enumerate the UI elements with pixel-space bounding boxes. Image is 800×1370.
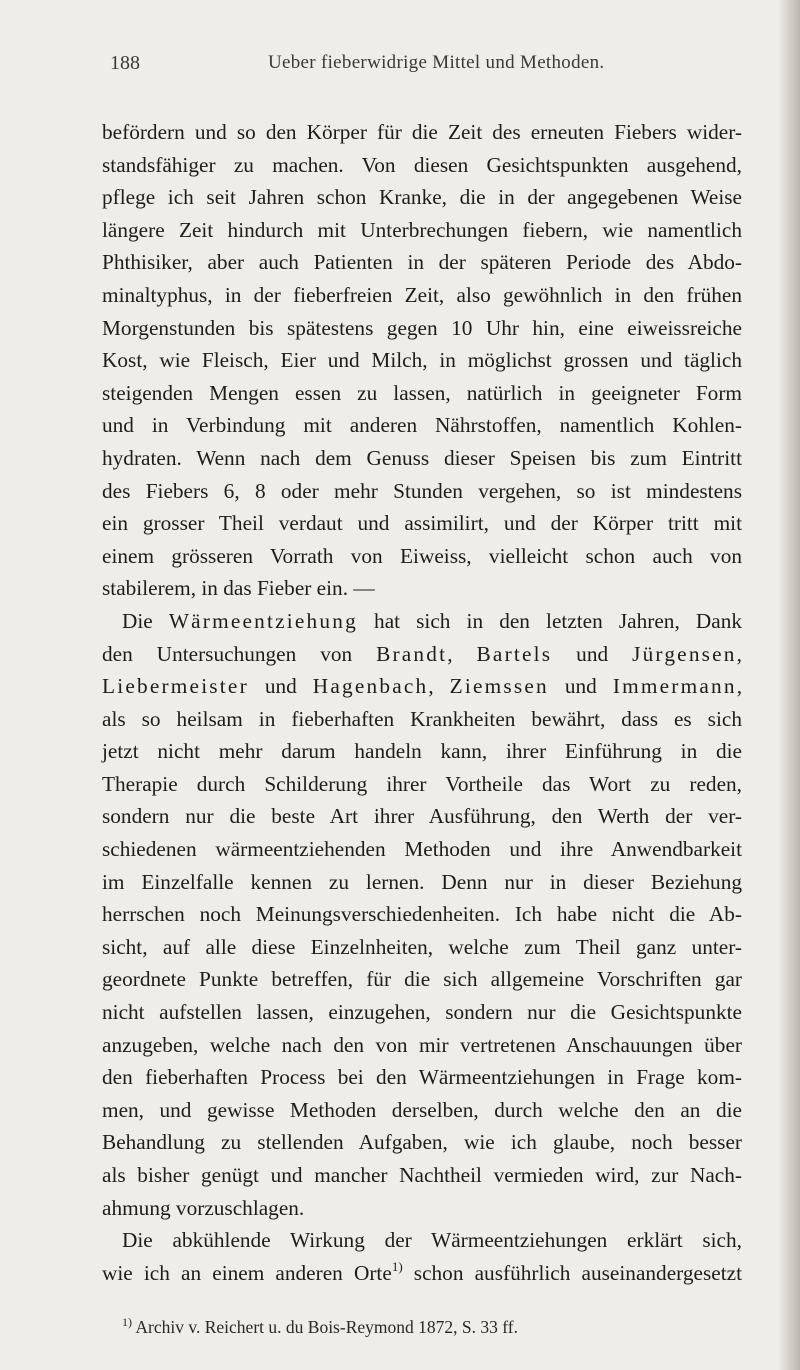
footnote-mark: 1)	[122, 1315, 132, 1330]
text-run: und	[548, 674, 613, 699]
running-header	[102, 52, 742, 86]
text-line: jetzt nicht mehr darum handeln kann, ihrer Einführung in die	[102, 739, 742, 764]
page-edge-shadow	[778, 0, 800, 1370]
text-line: ein grosser Theil verdaut und assimilirt, und der Körper tritt mit	[102, 511, 742, 536]
author-name: Liebermeister	[102, 674, 249, 699]
text-line: anzugeben, welche nach den von mir vertretenen Anschauungen über	[102, 1032, 742, 1057]
text-line	[102, 605, 742, 638]
author-name: Brandt	[376, 641, 448, 666]
running-title: Ueber fieberwidrige Mittel und Methoden.	[268, 52, 605, 73]
text-run: ,	[736, 641, 742, 666]
paragraph-1	[102, 116, 742, 605]
paragraph-2	[102, 605, 742, 1224]
text-line	[102, 670, 742, 703]
text-line	[102, 638, 742, 671]
footnote	[102, 1315, 742, 1338]
author-name: Immermann	[612, 674, 737, 699]
book-page	[102, 52, 742, 1338]
text-run: wie ich an einem anderen Orte	[102, 1260, 392, 1285]
text-run: schon ausführlich auseinandergesetzt	[402, 1260, 742, 1285]
text-line: längere Zeit hindurch mit Unterbrechungen fiebern, wie namentlich	[102, 217, 742, 242]
text-line: als so heilsam in fieberhaften Krankheiten bewährt, dass es sich	[102, 706, 742, 731]
spaced-term: Wärmeentziehung	[168, 608, 358, 633]
text-line: nicht aufstellen lassen, einzugehen, sondern nur die Gesichtspunkte	[102, 1000, 742, 1025]
text-line: Die abkühlende Wirkung der Wärmeentziehungen erklärt sich,	[122, 1228, 742, 1253]
footnote-text: Archiv v. Reichert u. du Bois-Reymond 1872, S. 33 ff.	[132, 1317, 518, 1338]
body-text	[102, 116, 742, 1289]
text-line: minaltyphus, in der fieberfreien Zeit, also gewöhnlich in den frühen	[102, 282, 742, 307]
author-name: Ziemssen	[449, 674, 549, 699]
text-run: ,	[736, 674, 743, 699]
text-line: hydraten. Wenn nach dem Genuss dieser Speisen bis zum Eintritt	[102, 445, 742, 470]
text-line: als bisher genügt und mancher Nachtheil vermieden wird, zur Nach-	[102, 1163, 742, 1187]
text-run: und	[552, 641, 633, 666]
text-line: Kost, wie Fleisch, Eier und Milch, in möglichst grossen und täglich	[102, 348, 742, 373]
text-line: ahmung vorzuschlagen.	[102, 1195, 305, 1220]
text-line: des Fiebers 6, 8 oder mehr Stunden vergehen, so ist mindestens	[102, 478, 742, 503]
author-name: Jürgensen	[632, 641, 737, 666]
text-line: befördern und so den Körper für die Zeit des erneuten Fiebers wider-	[102, 120, 742, 144]
text-line: Morgenstunden bis spätestens gegen 10 Uhr hin, eine eiweissreiche	[102, 315, 742, 340]
text-line: im Einzelfalle kennen zu lernen. Denn nur in dieser Beziehung	[102, 869, 742, 894]
text-line: standsfähiger zu machen. Von diesen Gesichtspunkten ausgehend,	[102, 152, 742, 177]
text-line: stabilerem, in das Fieber ein. —	[102, 576, 375, 601]
text-line: pflege ich seit Jahren schon Kranke, die in der angegebenen Weise	[102, 185, 742, 210]
text-line: und in Verbindung mit anderen Nährstoffen, namentlich Kohlen-	[102, 413, 742, 438]
text-line: steigenden Mengen essen zu lassen, natürlich in geeigneter Form	[102, 380, 742, 405]
footnote-reference[interactable]: 1)	[391, 1258, 403, 1274]
text-run: hat sich in den letzten Jahren, Dank	[357, 608, 742, 633]
text-line: schiedenen wärmeentziehenden Methoden und ihre Anwendbarkeit	[102, 837, 742, 862]
text-line: herrschen noch Meinungsverschiedenheiten. Ich habe nicht die Ab-	[102, 902, 742, 927]
text-run: ,	[447, 641, 477, 666]
text-line: geordnete Punkte betreffen, für die sich allgemeine Vorschriften gar	[102, 967, 742, 992]
text-line: Behandlung zu stellenden Aufgaben, wie ich glaube, noch besser	[102, 1130, 742, 1155]
text-run: Die	[122, 608, 169, 633]
author-name: Bartels	[476, 641, 553, 666]
text-run: den Untersuchungen von	[102, 641, 377, 666]
text-run: ,	[428, 674, 450, 699]
text-line: einem grösseren Vorrath von Eiweiss, vielleicht schon auch von	[102, 543, 742, 568]
text-run: und	[248, 674, 313, 699]
text-line: men, und gewisse Methoden derselben, durch welche den an die	[102, 1097, 742, 1122]
paragraph-3	[102, 1224, 742, 1289]
author-name: Hagenbach	[312, 674, 429, 699]
text-line	[102, 1257, 742, 1290]
text-line: Phthisiker, aber auch Patienten in der späteren Periode des Abdo-	[102, 250, 742, 275]
text-line: den fieberhaften Process bei den Wärmeentziehungen in Frage kom-	[102, 1065, 742, 1090]
text-line: sicht, auf alle diese Einzelnheiten, welche zum Theil ganz unter-	[102, 934, 742, 959]
text-line: Therapie durch Schilderung ihrer Vortheile das Wort zu reden,	[102, 771, 742, 796]
text-line: sondern nur die beste Art ihrer Ausführung, den Werth der ver-	[102, 804, 742, 829]
page-number: 188	[110, 52, 140, 74]
